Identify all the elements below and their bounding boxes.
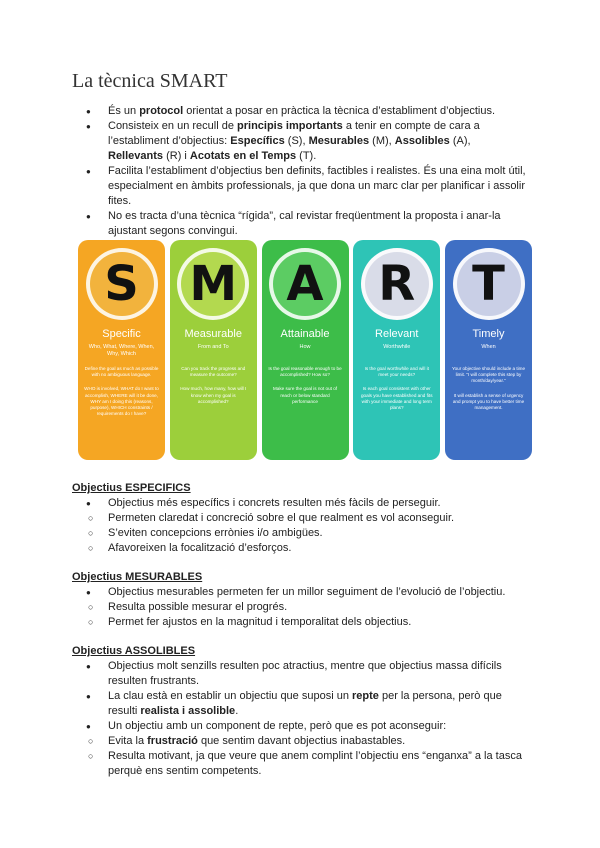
text-run: Objectius molt senzills resulten poc atractius, mentre que objectius massa difícils resulten frustrants.	[108, 660, 502, 687]
smart-column-relevant	[353, 240, 440, 460]
smart-paragraph: Make sure the goal is not out of reach or below standard performance	[272, 386, 338, 404]
smart-name: Specific	[102, 328, 141, 340]
text-run: orientat a posar en pràctica la tècnica d’establiment d’objectius.	[183, 105, 496, 117]
section-assolibles	[72, 644, 528, 779]
section-title: Objectius ASSOLIBLES	[72, 645, 196, 657]
text-run: Resulta possible mesurar el progrés.	[108, 601, 288, 613]
text-run: Objectius més específics i concrets resulten més fàcils de perseguir.	[108, 497, 441, 509]
smart-name: Attainable	[280, 328, 330, 340]
section-bullet-list	[72, 585, 528, 630]
smart-letter: S	[86, 248, 158, 320]
smart-description	[84, 366, 159, 425]
bold-text: realista i assolible	[140, 705, 236, 717]
smart-subtitle: Worthwhile	[383, 344, 411, 350]
smart-paragraph: Is each goal consistent with other goals you have established and fits with your immediate and long term plans?	[360, 386, 433, 411]
sub-list-item	[36, 541, 528, 556]
list-item	[72, 104, 528, 119]
text-run: (M),	[369, 135, 395, 147]
smart-column-timely	[445, 240, 532, 460]
sub-bullet-list	[36, 511, 528, 556]
text-run: Facilita l’establiment d’objectius ben definits, factibles i realistes. És una eina molt útil, especialment en àmbits professionals, ja que dona un marc clar per planificar i assolir fites.	[108, 165, 526, 207]
smart-paragraph: It will establish a sense of urgency and prompt you to have better time management.	[452, 392, 525, 411]
text-run: (S),	[284, 135, 309, 147]
text-run: La clau està en establir un objectiu que suposi un	[108, 690, 352, 702]
smart-description	[176, 366, 251, 413]
smart-letter: R	[361, 248, 433, 320]
text-run: (A),	[449, 135, 471, 147]
bold-text: repte	[352, 690, 379, 702]
smart-column-specific	[78, 240, 165, 460]
smart-column-measurable	[170, 240, 257, 460]
smart-paragraph: Is the goal reasonable enough to be accomplished? How so?	[268, 366, 342, 378]
smart-paragraph: Can you track the progress and measure the outcome?	[181, 366, 246, 378]
smart-infographic	[78, 240, 528, 462]
text-run: S’eviten concepcions errònies i/o ambigües.	[108, 527, 323, 539]
smart-paragraph: Define the goal as much as possible with no ambiguous language.	[84, 366, 159, 378]
text-run: Objectius mesurables permeten fer un millor seguiment de l’evolució de l’objectiu.	[108, 586, 506, 598]
sub-list-item	[36, 749, 528, 779]
list-item	[72, 119, 528, 164]
bold-text: Mesurables	[308, 135, 370, 147]
section-especifics	[72, 481, 528, 556]
smart-paragraph: How much, how many, how will I know when my goal is accomplished?	[180, 386, 247, 404]
smart-subtitle: How	[299, 344, 311, 350]
section-mesurables	[72, 570, 528, 630]
list-item	[72, 164, 528, 209]
smart-description	[451, 366, 526, 419]
text-run: (R) i	[163, 150, 190, 162]
sub-list-item	[36, 600, 528, 615]
list-item	[72, 496, 528, 511]
smart-subtitle: Who, What, Where, When, Why, Which	[88, 344, 155, 357]
sub-bullet-list	[36, 600, 528, 630]
text-run: Evita la	[108, 735, 148, 747]
smart-letter: T	[453, 248, 525, 320]
smart-letter: M	[177, 248, 249, 320]
smart-column-attainable	[262, 240, 349, 460]
bold-text: Rellevants	[108, 150, 164, 162]
smart-name: Relevant	[375, 328, 419, 340]
smart-paragraph: Is the goal worthwhile and will it meet your needs?	[364, 366, 429, 378]
page-title: La tècnica SMART	[72, 70, 228, 92]
bold-text: principis importants	[237, 120, 343, 132]
smart-description	[268, 366, 343, 413]
text-run: .	[235, 705, 239, 717]
smart-name: Measurable	[184, 328, 242, 340]
bold-text: Assolibles	[394, 135, 450, 147]
sub-bullet-list	[36, 734, 528, 779]
section-title: Objectius ESPECIFICS	[72, 482, 191, 494]
text-run: a tenir en compte de cara a l’establiment d’objectius:	[108, 120, 480, 147]
text-run: Permeten claredat i concreció sobre el que realment es vol aconseguir.	[108, 512, 455, 524]
text-run: Consisteix en un recull de	[108, 120, 238, 132]
smart-subtitle: When	[481, 344, 496, 350]
smart-paragraph: Your objective should include a time limit. "I will complete this step by month/day/year."	[451, 366, 526, 384]
intro-bullet-list	[72, 104, 528, 239]
list-item	[72, 719, 528, 734]
list-item	[72, 209, 528, 239]
text-run: Resulta motivant, ja que veure que anem complint l’objectiu ens “enganxa” a la tasca perquè ens sentim competents.	[108, 750, 522, 777]
text-run: Afavoreixen la focalització d’esforços.	[108, 542, 292, 554]
sub-list-item	[36, 526, 528, 541]
sub-list-item	[36, 734, 528, 749]
smart-description	[359, 366, 434, 419]
smart-name: Timely	[472, 328, 505, 340]
list-item	[72, 689, 528, 719]
text-run: Permet fer ajustos en la magnitud i temporalitat dels objectius.	[108, 616, 412, 628]
bold-text: frustració	[147, 735, 198, 747]
text-run: que sentim davant objectius inabastables.	[197, 735, 406, 747]
list-item	[72, 659, 528, 689]
section-bullet-list	[72, 659, 528, 779]
text-run: per la persona, però que resulti	[108, 690, 502, 717]
bold-text: Específics	[230, 135, 285, 147]
text-run: No es tracta d’una tècnica “rígida”, cal revistar freqüentment la proposta i anar-la ajustant segons convingui.	[108, 210, 501, 237]
section-title: Objectius MESURABLES	[72, 571, 203, 583]
section-bullet-list	[72, 496, 528, 556]
list-item	[72, 585, 528, 600]
sub-list-item	[36, 615, 528, 630]
text-run: (T).	[296, 150, 317, 162]
smart-letter: A	[269, 248, 341, 320]
sub-list-item	[36, 511, 528, 526]
text-run: Un objectiu amb un component de repte, però que es pot aconseguir:	[108, 720, 447, 732]
bold-text: protocol	[139, 105, 184, 117]
text-run: És un	[108, 105, 140, 117]
bold-text: Acotats en el Temps	[189, 150, 297, 162]
smart-subtitle: From and To	[197, 344, 229, 350]
smart-paragraph: WHO is involved, WHAT do I want to accomplish, WHERE will it be done, WHY am I doing this (reasons, purpose), WHICH constraints / requirements do I have?	[84, 386, 159, 417]
